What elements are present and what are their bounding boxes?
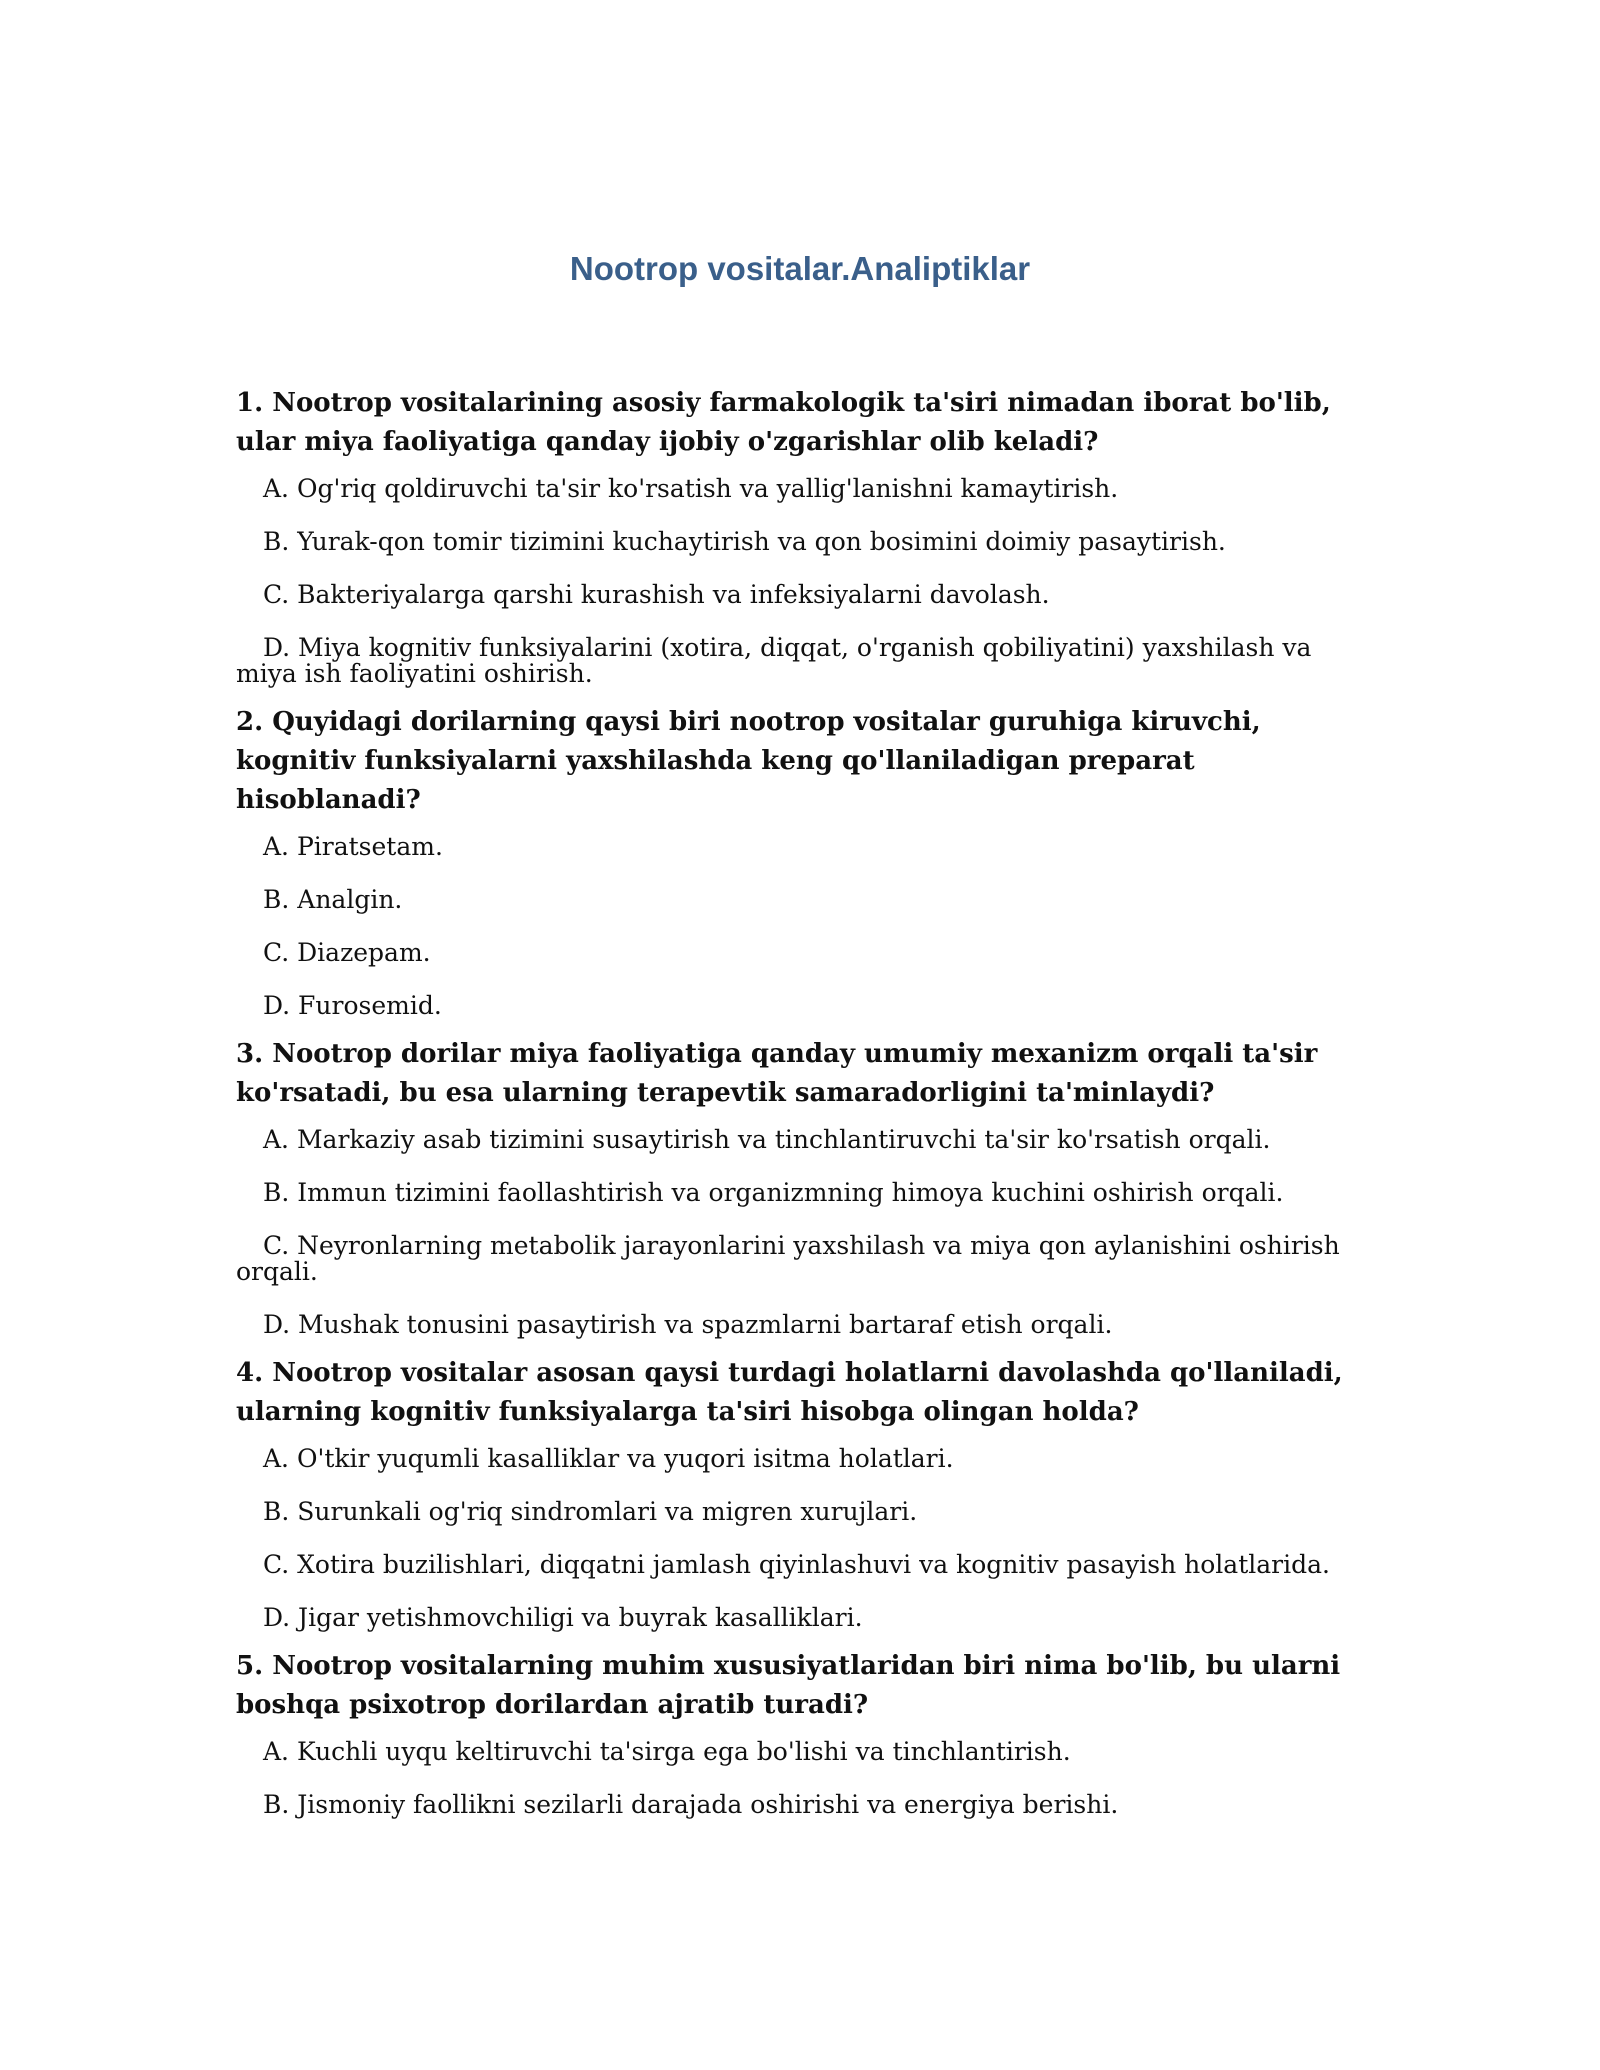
option-4c: C. Xotira buzilishlari, diqqatni jamlash qiyinlashuvi va kognitiv pasayish holatlarida. (263, 1550, 1330, 1579)
option-4a: A. O'tkir yuqumli kasalliklar va yuqori isitma holatlari. (263, 1444, 954, 1473)
question-block-2 (236, 703, 1366, 1019)
question-text-4: 4. Nootrop vositalar asosan qaysi turdagi holatlarni davolashda qo'llaniladi, ularning kognitiv funksiyalarga ta'siri hisobga olingan holda? (236, 1358, 1343, 1427)
option-list-3 (236, 1127, 1366, 1338)
option-list-5 (236, 1739, 1366, 1818)
option-1b: B. Yurak-qon tomir tizimini kuchaytirish va qon bosimini doimiy pasaytirish. (263, 527, 1226, 556)
question-block-4 (236, 1354, 1366, 1631)
option-list-4 (236, 1446, 1366, 1631)
question-block-3 (236, 1035, 1366, 1338)
question-text-2: 2. Quyidagi dorilarning qaysi biri nootrop vositalar guruhiga kiruvchi, kognitiv funksiyalarni yaxshilashda keng qo'llaniladigan preparat hisoblanadi? (236, 707, 1261, 815)
question-list (236, 384, 1366, 1834)
option-3b: B. Immun tizimini faollashtirish va organizmning himoya kuchini oshirish orqali. (263, 1178, 1284, 1207)
option-2c: C. Diazepam. (263, 938, 431, 967)
option-1a: A. Og'riq qoldiruvchi ta'sir ko'rsatish va yallig'lanishni kamaytirish. (263, 474, 1119, 503)
option-5b: B. Jismoniy faollikni sezilarli darajada oshirishi va energiya berishi. (263, 1790, 1119, 1819)
question-block-1 (236, 384, 1366, 687)
option-2a: A. Piratsetam. (263, 832, 443, 861)
question-text-1: 1. Nootrop vositalarining asosiy farmakologik ta'siri nimadan iborat bo'lib, ular miya faoliyatiga qanday ijobiy o'zgarishlar olib keladi? (236, 388, 1331, 457)
question-text-3: 3. Nootrop dorilar miya faoliyatiga qanday umumiy mexanizm orqali ta'sir ko'rsatadi, bu esa ularning terapevtik samaradorligini ta'minlaydi? (236, 1039, 1318, 1108)
option-3c: C. Neyronlarning metabolik jarayonlarini yaxshilash va miya qon aylanishini oshirish orqali. (236, 1231, 1340, 1286)
option-2d: D. Furosemid. (263, 991, 442, 1020)
option-4b: B. Surunkali og'riq sindromlari va migren xurujlari. (263, 1497, 918, 1526)
option-list-2 (236, 834, 1366, 1019)
question-block-5 (236, 1647, 1366, 1818)
option-4d: D. Jigar yetishmovchiligi va buyrak kasalliklari. (263, 1603, 863, 1632)
option-5a: A. Kuchli uyqu keltiruvchi ta'sirga ega bo'lishi va tinchlantirish. (263, 1737, 1071, 1766)
option-1d: D. Miya kognitiv funksiyalarini (xotira, diqqat, o'rganish qobiliyatini) yaxshilash va miya ish faoliyatini oshirish. (236, 633, 1312, 688)
option-list-1 (236, 476, 1366, 687)
option-2b: B. Analgin. (263, 885, 403, 914)
option-3d: D. Mushak tonusini pasaytirish va spazmlarni bartaraf etish orqali. (263, 1310, 1113, 1339)
option-1c: C. Bakteriyalarga qarshi kurashish va infeksiyalarni davolash. (263, 580, 1050, 609)
document-title: Nootrop vositalar.Analiptiklar (569, 250, 1031, 287)
option-3a: A. Markaziy asab tizimini susaytirish va tinchlantiruvchi ta'sir ko'rsatish orqali. (263, 1125, 1271, 1154)
question-text-5: 5. Nootrop vositalarning muhim xususiyatlaridan biri nima bo'lib, bu ularni boshqa psixotrop dorilardan ajratib turadi? (236, 1651, 1341, 1720)
